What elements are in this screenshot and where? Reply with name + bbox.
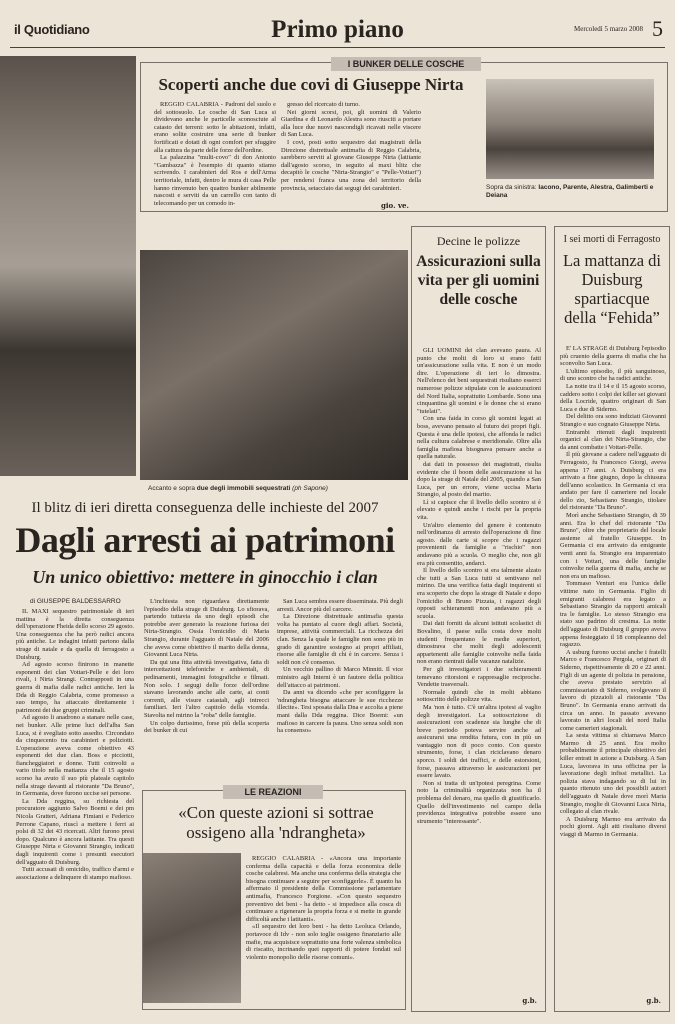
reazioni-article [142,787,406,1010]
main-col3: San Luca sembra essere disseminata. Più degli arresti. Ancor più del carcere. La Direzione distrettuale antimafia questa volta ha puntato al cuore degli affari. Società, imprese, attività commerciali. La ricchezza dei clan. Senza la quale le famiglie non sono più in grado di garantire sostegno ai propri affiliati, risorse alle famiglie di chi è in carcere. Senza i soldi non c'è consenso. Un vecchio pallino di Marco Minniti. Il vice ministro agli Interni è un fautore della politica dell'attacco ai patrimoni. Da anni va dicendo «che per sconfiggere la 'ndrangheta bisogna attaccare le sue ricchezze illecite». Tesi sposata dalla Dna e accolta a piene mani dalla Dda reggina. Dice Boemi: «un mafioso in carcere fa paura. Uno senza soldi non ha consenso» [277,598,403,735]
main-kicker: Il blitz di ieri diretta conseguenza delle inchieste del 2007 [31,500,379,516]
ferragosto-title: La mattanza di Duisburg spartiacque della “Fehida” [562,251,662,327]
reazioni-kicker: LE REAZIONI [223,785,323,799]
ferragosto-kicker: I sei morti di Ferragosto [563,234,661,245]
photo-sequestered-building [140,250,408,480]
photo-press-conference [486,79,654,179]
main-headline: Dagli arresti ai patrimoni [15,520,395,560]
bunker-kicker: I BUNKER DELLE COSCHE [331,57,481,71]
main-byline: di GIUSEPPE BALDESSARRO [30,598,121,605]
ferragosto-body: E' LA STRAGE di Duisburg l'episodio più cruento della guerra di mafia che ha sconvolto San Luca. L'ultimo episodio, il più sanguinoso, di uno scontro che ha radici antiche. La notte tra il 14 e il 15 agosto scorso, caddero sotto i colpi dei killer sei giovani della Locride, quattro originari di San Luca e due di Siderno. Del delitto ora sono indiziati Giovanni Strangio e suo cognato Giuseppe Nirta. Entrambi ritenuti dagli inquirenti organici al clan dei Nirta-Strangio, che da anni combatte i Vottari-Pelle. Il più giovane a cadere nell'agguato di Ferragosto, fu Francesco Giorgi, aveva appena 17 anni. A Duisburg ci era arrivato a fine giugno, dopo la chiusura dell'anno scolastico. In Germania ci era andato per fare il cameriere nel locale dello zio, Sebastiano Strangio, titolare del ristorante "Da Bruno". Morì anche Sebastiano Strangio, di 39 anni. Era lo chef del ristorante "Da Bruno", oltre che proprietario del locale assieme al fratello Giuseppe. In Germania ci era arrivato da emigrante venti anni fa. Strangio era imparentato con i Vottari, una delle famiglie coinvolte nella guerra di mafia, anche se non era un mafioso. Tommaso Venturi era l'unica delle vittime nato in Germania. Figlio di emigranti calabresi era legato a Sebastiano Strangio da rapporti amicali tra le famiglie. Lo stesso Strangio era stato suo padrino di cresima. La notte dell'agguato di Duisburg il gruppo aveva appena festeggiato il 18 compleanno del ragazzo. A usburg furono uccisi anche i fratelli Marco e Francesco Pergola, originari di Siderno, rispettivamente di 20 e 22 anni. Figli di un agente di polizia in pensione, che aveva prestato servizio al commissariato di Siderno, svolgevano il lavoro di pizzaioli al ristorante "Da Bruno". In Germania erano arrivati da circa un anno. In passato avevano lavorato in altri locali del nord Italia come camerieri stagionali. La sesta vittima si chiamava Marco Marmo di 25 anni. Era molto probabilmente il principale obiettivo dei killer entrati in azione a Duisburg. A San Luca, lavorava in una officina per la lavorazione degli infissi metallici. La polizia stava indagando su di lui in quanto ritenuto uno dei possibili autori dell'agguato di Natale dove morì Maria Strangio, moglie di Giovanni Luca Nirta, collegato al clan rivale. A Duisburg Marmo era arrivato da pochi giorni. Agli atti risultano diversi viaggi di Marmo in Germania. [560,345,666,838]
section-title: Primo piano [271,16,404,43]
header-rule [10,47,665,48]
page-number: 5 [652,16,663,41]
reazioni-title: «Con queste azioni si sottrae ossigeno alla 'ndrangheta» [178,803,374,842]
polizze-body: GLI UOMINI dei clan avevano paura. Al punto che molti di loro si erano fatti un'assicurazione sulla vita. E non è un modo dire. L'operazione di ieri lo dimostra. Nell'elenco dei beni sequestrati risultano esserci numerose polizze stipulate con le assicurazioni del Nord Italia, soprattutto Lombarde. Sono una cinquantina gli uomini e le donne che si erano "tutelati". Con una faida in corso gli uomini legati ai boss, avevano pensato al futuro dei propri figli. Questa è una delle ipotesi, che affonda le radici nella cultura calabrese e meridionale. Oltre alla famiglia mafiosa bisognava pensare anche a quella naturale. dai dati in possesso dei magistrati, risulta evidente che il boom delle assicurazione si ha dopo la strage di Natale del 2005, quando a San Luca, per un errore, viene uccisa Maria Strangio, al posto del marito. Lì si capisce che il livello dello scontro si è elevato e quindi anche i rischi per la propria vita. Un'altro elemento del genere è contenuto nell'ordinanza di arresto dell'operazione di fine agosto. dalle carte si scopre che i ragazzi provenienti da famiglie a "rischio" non andavano più a scuola. O meglio che, non gli era più consentito, andarci. Il livello dello scontro si era talmente alzato che tutti a San Luca tutti si sentivano nel mirino. Da una verifica fatta dagli inquirenti si era scoperto che dopo la strage di Natale e dopo l'omicidio di Bruno Pizzata, i ragazzi degli opposti schieramenti non andavano più a scuola. Dai dati forniti da alcuni istituti scolastici di Bovalino, il paese sulla costa dove molti studenti frequentano le medie superiori, dimostrava che molti degli adolescenti appartenenti alle famiglie coinvolte nella faida non erano rientrati dalle vacanze natalizie. Per gli investigatori i due schieramenti temevano ritorsioni e rappresaglie reciproche. Vendette trasversali. Normale quindi che in molti abbiano sottoscritto delle polizze vita. Ma 'non è tutto. C'è un'altra ipotesi al vaglio degli investigatori. La sottoscrizione di assicurazioni con scadenze sia lunghe che di breve periodo poteva servire anche ad assicurarsi una rendita futura, con in più un vantaggio non di poco conto. Con questo strumento, forse, i clan riciclavano denaro sporco. I soldi dei traffici, e delle estorsioni, forse, passava attraverso le assicurazioni per essere lavato. Non si tratta di un'ipotesi peregrina. Come noto la criminalità organizzata non ha il problema del denaro, ma quello di giustificarlo. Quello dell'investimento nel campo della previdenza integrativa potrebbe essere uno strumento "interessante". [417,347,541,825]
ferragosto-signature: g.b. [646,996,661,1005]
photo-reazioni [143,853,241,1003]
reazioni-body: REGGIO CALABRIA - «Ancora una importante conferma della capacità e della forza economica delle cosche calabresi. Ma anche una conferma della strategia che bisogna continuare a seguire per sconfiggerle». È quanto ha affermato il presidente della Commissione parlamentare antimafia, Francesco Forgione. «Con questo sequestro preventivo dei beni - ha detto - si impedisce alla cosca di continuare a rigenerare la propria forza e si mette in grande difficoltà anche i latitanti». «Il sequestro dei loro beni - ha detto Leoluca Orlando, portavoce di Idv - non solo toglie ossigeno finanziario alle mafie, ma acquisisce soprattutto una forte valenza simbolica di riscatto, incrinando quei rapporti di potere fondati sul violento monopolio delle risorse comuni». [246,855,401,961]
polizze-title: Assicurazioni sulla vita per gli uomini delle cosche [416,253,541,308]
polizze-article [411,226,546,1012]
bunker-col2: gresso del ricercato di turno. Nei giorni scorsi, poi, gli uomini di Valerio Giardina e di Leonardo Alestra sono riusciti a portare alla luce due nuovi nascondigli ricavati nelle viscere di San Luca. I covi, posti sotto sequestro dai magistrati della Direzione distrettuale antimafia di Reggio Calabria, sarebbero serviti al giovane Giuseppe Nirta (latitante dall'agosto scorso, in seguito al maxi blitz che decapitò le cosche "Nirta-Strangio" e "Pelle-Vottari") per rendersi franca una zona del territorio della provincia, setacciato dai segugi dei carabinieri. [281,101,421,192]
polizze-signature: g.b. [522,996,537,1005]
newspaper-logo: il Quotidiano [14,22,90,37]
photo-caption: Accanto e sopra due degli immobili sequestrati (ph Sapone) [148,485,328,492]
ferragosto-article [554,226,670,1012]
bunker-photo-caption: Sopra da sinistra: Iacono, Parente, Alestra, Galimberti e Deiana [486,184,654,199]
main-subtitle: Un unico obiettivo: mettere in ginocchio i clan [32,567,378,587]
issue-date: Mercoledì 5 marzo 2008 [573,25,643,33]
bunker-article [140,59,668,212]
bunker-signature: gio. ve. [381,201,409,210]
main-col1: IL MAXI sequestro patrimoniale di ieri mattina è la diretta conseguenza dell'operazione Fheida dello scorso 29 agosto. Una conseguenza che ha però radici ancora più antiche. Le indagini infatti partono dalla strage di natale e da quella di ferragosto a Duisburg. Ad agosto scorso finirono in manette esponenti dei clan Vottari-Pelle e dei loro rivali, i Nirta Strangi. Contrapposti in una guerra di mafia dalle radici antiche. Ieri la Dda di Reggio Calabria, come promesso a suo tempo, ha attaccato direttamente i patrimoni dei due gruppi criminali. Ad agosto li anadrono a stanare nelle case, nei bunker. Alle prime luci dell'alba San Luca, si è svegliato sotto assedio. Circondato da cinquecento tra carabinieri e poliziotti. L'operazione aveva come obiettivo 43 esponenti dei due clan. Boss e picciotti, fiancheggiatori e donne. Tutti coinvolti a vario titolo nella mattanza che il 15 agosto scorso ha avuto il suo più plateale capitolo nella strage davanti al ristorante "Da Bruno", in Germania, dove furono uccise sei persone. La Dda reggina, su richiesta del procuratore aggiunto Salvo Boemi e dei pm Nicola Gratteri, Adriana Fimiani e Federico Perrone Capano, riuscì a mettere i ferri ai polsi di 32 dei 43 ricercati. Altri furono presi dopo. Qualcuno è ancora latitante. Tra questi Giuseppe Nirta e Giovanni Strangio, indicati dagli inquirenti come i presunti esecutori dell'agguato di Duisburg. Tutti accusati di omicidio, traffico d'armi e associazione a delinquere di stampo mafioso. [16,608,134,881]
bunker-col1: REGGIO CALABRIA - Padroni del suolo e del sottosuolo. Le cosche di San Luca si dividevano anche le particelle sconosciute al catasto dei terreni: sotto le abitazioni, infatti, erano solite costruire una serie di bunker fortificati e dotati di ogni comfort per sfuggire alla cattura da parte delle forze dell'ordine. La palazzina "multi-covo" di don Antonio "Gambazza" è l'esempio di quanto stiamo scrivendo. I carabinieri del Ros e dell'Arma territoriale, infatti, dentro le mura di casa Pelle hanno rinvenuto ben quattro bunker abilmente nascosti e serviti da un carrello con tanto di telecomando per un comodo in- [154,101,276,207]
main-col2: L'inchiesta non riguardava direttamente l'episodio della strage di Duisburg. Lo sfiorava, partendo tuttavia da uno degli episodi che potrebbe aver generato la reazione furiosa dei Nirta-Strangio. Ossia l'omicidio di Maria Strangio, durante l'agguato di Natale del 2006 che aveva come obiettivo il marito della donna, Giovanni Luca Nirta. Da qui una fitta attività investigativa, fatta di intercettazioni telefoniche e ambientali, di pedinamenti, immagini fotografiche e filmati. Non solo. I segugi delle forze dell'ordine stavano lavorando anche alle carte, ai conti correnti, alle visure catastali, agli intrecci familiari. Ieri l'altro capitolo della vicenda. Stavolta nel mirino la "roba" delle famiglie. Un colpo durissimo, forse più della scoperta dei bunker di cui [144,598,269,735]
bunker-title: Scoperti anche due covi di Giuseppe Nirta [158,75,464,94]
polizze-kicker: Decine le polizze [436,234,521,248]
photo-building-tree [0,56,136,476]
